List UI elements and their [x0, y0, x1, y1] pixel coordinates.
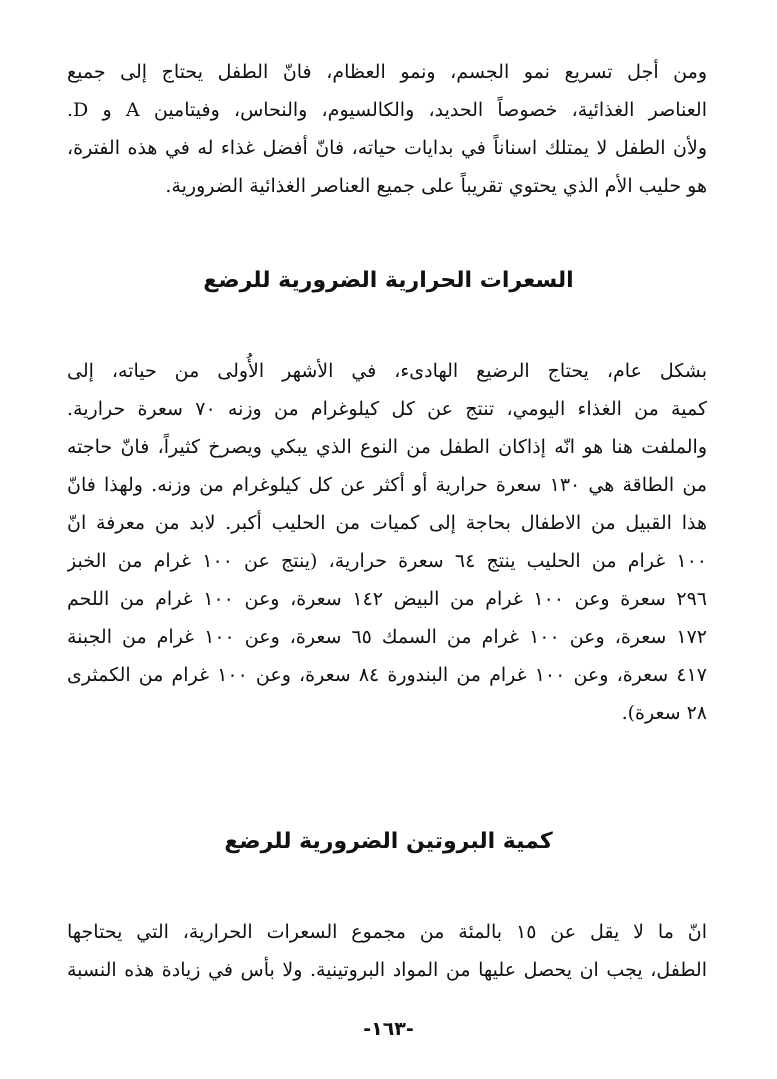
text-line: ٢٨ سعرة).	[621, 702, 707, 724]
text-line: بشكل عام، يحتاج الرضيع الهادىء، في الأشهر الأُولى من حياته، إلى	[67, 360, 707, 382]
text-line: ومن أجل تسريع نمو الجسم، ونمو العظام، فانّ الطفل يحتاج إلى جميع	[67, 61, 707, 83]
text-line: ٤١٧ سعرة، وعن ١٠٠ غرام من البندورة ٨٤ سعرة، وعن ١٠٠ غرام من الكمثرى	[67, 664, 707, 686]
paragraph-protein	[67, 913, 707, 989]
paragraph-nutrients	[67, 53, 707, 205]
section-heading-protein: كمية البروتين الضرورية للرضع	[224, 829, 553, 854]
text-line: كمية من الغذاء اليومي، تنتج عن كل كيلوغرام من وزنه ٧٠ سعرة حرارية.	[67, 398, 707, 420]
text-line: ولأن الطفل لا يمتلك اسناناً في بدايات حياته، فانّ أفضل غذاء له في هذه الفترة،	[67, 137, 707, 159]
paragraph-calories	[67, 352, 707, 732]
text-line: ١٠٠ غرام من الحليب ينتج ٦٤ سعرة حرارية، (ينتج عن ١٠٠ غرام من الخبز	[67, 550, 707, 572]
text-line: ٢٩٦ سعرة وعن ١٠٠ غرام من البيض ١٤٢ سعرة، وعن ١٠٠ غرام من اللحم	[67, 588, 707, 610]
text-line: العناصر الغذائية، خصوصاً الحديد، والكالسيوم، والنحاس، وفيتامين A و D.	[67, 99, 707, 121]
text-line: والملفت هنا هو انّه إذاكان الطفل من النوع الذي يبكي ويصرخ كثيراً، فانّ حاجته	[67, 436, 707, 458]
text-line: هو حليب الأم الذي يحتوي تقريباً على جميع العناصر الغذائية الضرورية.	[165, 175, 707, 197]
page-number: -١٦٣-	[363, 1018, 414, 1040]
text-line: انّ ما لا يقل عن ١٥ بالمئة من مجموع السعرات الحرارية، التي يحتاجها	[67, 921, 707, 943]
section-heading-calories: السعرات الحرارية الضرورية للرضع	[203, 268, 574, 293]
text-line: الطفل، يجب ان يحصل عليها من المواد البروتينية. ولا بأس في زيادة هذه النسبة	[67, 959, 707, 981]
text-line: من الطاقة هي ١٣٠ سعرة حرارية أو أكثر عن كل كيلوغرام من وزنه. ولهذا فانّ	[67, 474, 707, 496]
text-line: هذا القبيل من الاطفال بحاجة إلى كميات من الحليب أكبر. لابد من معرفة انّ	[67, 512, 707, 534]
text-line: ١٧٢ سعرة، وعن ١٠٠ غرام من السمك ٦٥ سعرة، وعن ١٠٠ غرام من الجبنة	[67, 626, 707, 648]
